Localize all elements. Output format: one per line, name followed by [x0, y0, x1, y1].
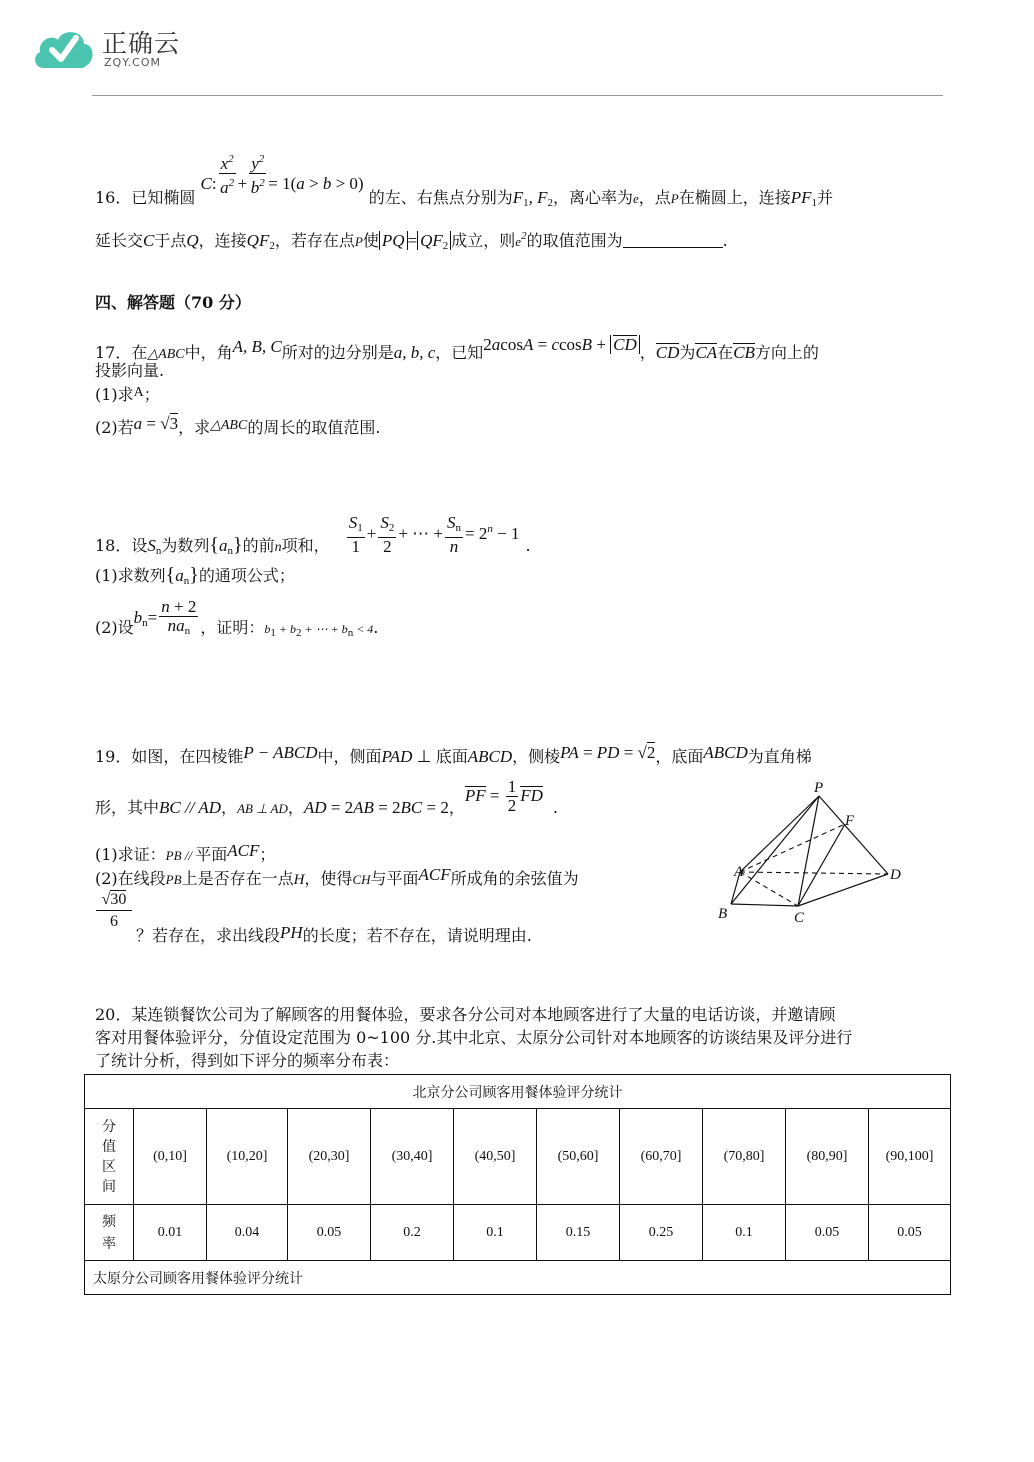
row-header-frequency: 频 率 — [85, 1205, 134, 1261]
interval-cell: (30,40] — [371, 1109, 454, 1205]
cosine-value: √30 6 — [96, 890, 132, 933]
q17-line2: 投影向量. — [95, 361, 165, 380]
q17-part2: (2)若a = √3，求△ABC的周长的取值范围. — [95, 414, 381, 437]
q19-part1: (1)求证：PB // 平面ACF； — [95, 841, 276, 864]
frequency-cell: 0.25 — [620, 1205, 703, 1261]
q19-line1: 19．如图，在四棱锥P − ABCD中，侧面PAD ⊥ 底面ABCD，侧棱PA = PD = √2，底面ABCD为直角梯 — [95, 743, 812, 766]
row-header-interval: 分 值 区 间 — [85, 1109, 134, 1205]
q18-line1: 18．设$S_n$为数列$\{a_n\}$的前n项和， $\frac{S_1}{1}$ + $\frac{S_2}{2}$ + ⋯ + $\frac{S_n}{n}$ = $2^n - 1$. — [95, 512, 531, 557]
q19-part2-cont: ？若存在，求出线段PH的长度；若不存在，请说明理由. — [136, 923, 532, 945]
q16-line2: 延长交C于点Q，连接$QF_2$，若存在点P使 PQ = $QF_2$ 成立，则$e^2$的取值范围为 . — [95, 230, 728, 252]
answer-blank — [623, 231, 723, 248]
pyramid-figure — [712, 782, 912, 927]
frequency-cell: 0.05 — [786, 1205, 869, 1261]
brand-name-en: ZQY.COM — [104, 56, 162, 69]
frequency-cell: 0.05 — [288, 1205, 371, 1261]
table-row — [85, 1109, 951, 1205]
frequency-cell: 0.01 — [134, 1205, 207, 1261]
interval-cell: (40,50] — [454, 1109, 537, 1205]
interval-cell: (0,10] — [134, 1109, 207, 1205]
frequency-cell: 0.04 — [207, 1205, 288, 1261]
label-P: P — [814, 782, 824, 796]
q20-line2: 客对用餐体验评分，分值设定范围为 0~100 分.其中北京、太原分公司针对本地顾客的访谈结果及评分进行 — [95, 1028, 853, 1047]
interval-cell: (20,30] — [288, 1109, 371, 1205]
q19-part2: (2)在线段PB上是否存在一点H，使得CH与平面ACF所成角的余弦值为 — [95, 865, 579, 888]
interval-cell: (70,80] — [703, 1109, 786, 1205]
q20-line3: 了统计分析，得到如下评分的频率分布表： — [95, 1051, 400, 1070]
q18-part1: (1)求数列$\{a_n\}$的通项公式； — [95, 564, 295, 587]
label-B: B — [718, 906, 728, 922]
brand-name-cn: 正确云 — [102, 29, 181, 58]
label-F: F — [845, 813, 855, 829]
q17-line1: 17．在△ABC中，角A, B, C所对的边分别是a, b, c，已知2acosA = ccosB + CD ，CD为CA在CB方向上的 — [95, 335, 819, 362]
table-title: 北京分公司顾客用餐体验评分统计 — [85, 1075, 951, 1109]
q16-line1: 16．已知椭圆 C: $\frac{x^2}{a^2}$ + $\frac{y^2}{b^2}$ = 1(a > b > 0) 的左、右焦点分别为$F_1$, $F_2$，离心率为e，点P在椭圆上，连接$PF_1$并 — [95, 150, 833, 226]
label-C: C — [794, 910, 805, 926]
frequency-table — [84, 1074, 951, 1295]
interval-cell: (10,20] — [207, 1109, 288, 1205]
frequency-cell: 0.15 — [537, 1205, 620, 1261]
interval-cell: (90,100] — [869, 1109, 951, 1205]
q17-part1: (1)求A； — [95, 385, 160, 404]
header-divider — [92, 95, 943, 96]
frequency-cell: 0.2 — [371, 1205, 454, 1261]
label-D: D — [890, 867, 901, 883]
q19-line2: 形，其中BC // AD，AB ⊥ AD，AD = 2AB = 2BC = 2，PF = $\frac{1}{2}$ FD. — [95, 777, 559, 817]
interval-cell: (80,90] — [786, 1109, 869, 1205]
label-A: A — [734, 864, 744, 880]
q18-part2: (2)设$b_n=$ $\frac{n + 2}{na_n}$ ，证明：b1 + b2 + ⋯ + bn < 4. — [95, 596, 379, 639]
frequency-cell: 0.1 — [703, 1205, 786, 1261]
frequency-cell: 0.05 — [869, 1205, 951, 1261]
table-footer-title: 太原分公司顾客用餐体验评分统计 — [85, 1261, 951, 1295]
cloud-check-icon — [30, 22, 96, 74]
section-title: 四、解答题（70 分） — [95, 293, 251, 312]
table-row — [85, 1205, 951, 1261]
interval-cell: (60,70] — [620, 1109, 703, 1205]
frequency-cell: 0.1 — [454, 1205, 537, 1261]
interval-cell: (50,60] — [537, 1109, 620, 1205]
logo — [30, 20, 180, 76]
q20-line1: 20．某连锁餐饮公司为了解顾客的用餐体验，要求各分公司对本地顾客进行了大量的电话访谈，并邀请顾 — [95, 1005, 836, 1024]
